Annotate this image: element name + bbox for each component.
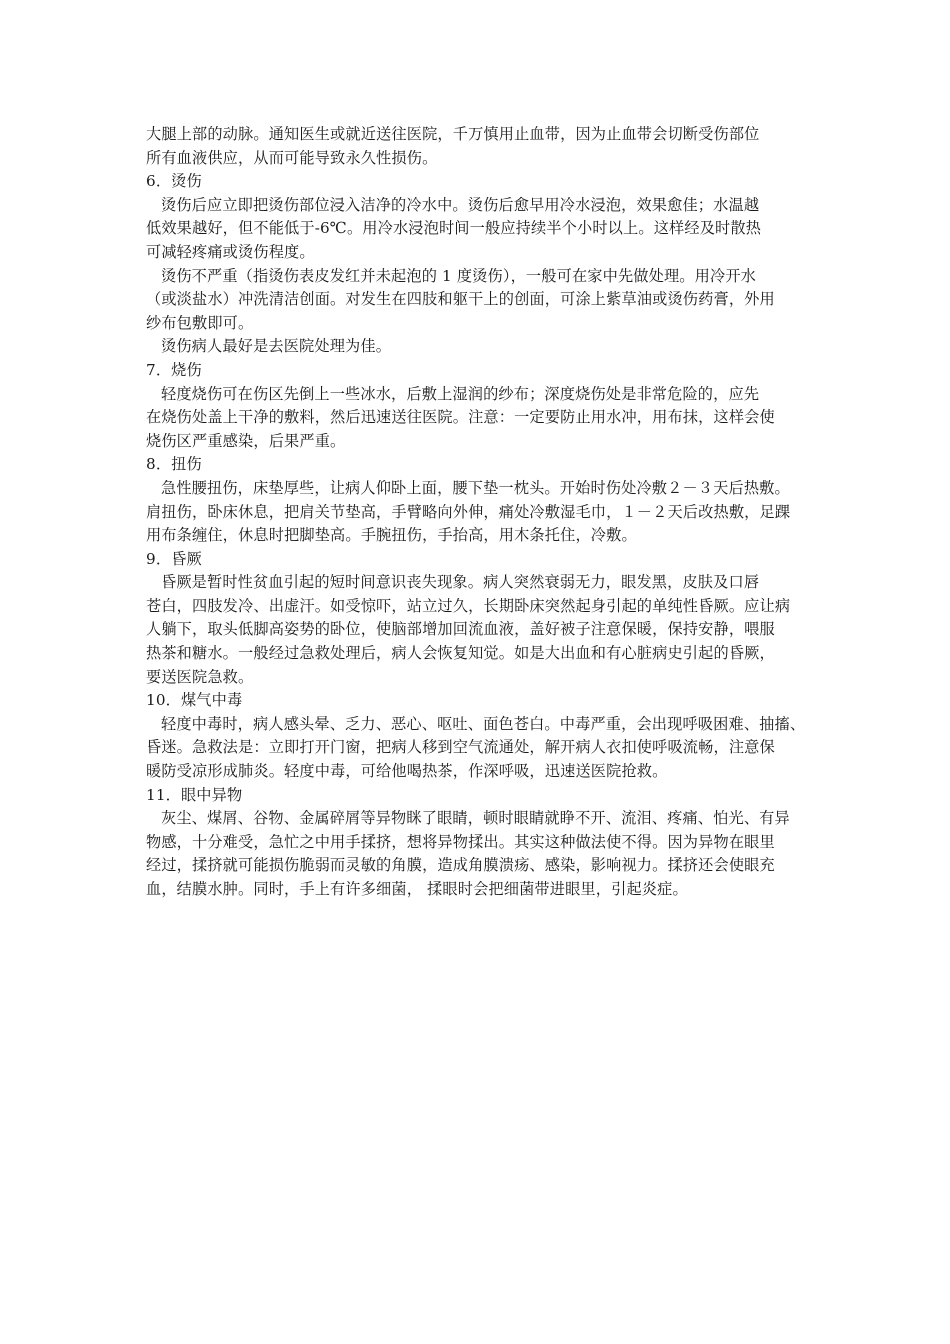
section-heading: 11．眼中异物 <box>146 785 243 804</box>
section-scald <box>146 170 810 359</box>
text-line: 肩扭伤，卧床休息，把肩关节垫高，手臂略向外伸，痛处冷敷湿毛巾，１－２天后改热敷，足踝 <box>146 502 791 521</box>
text-line: 烧伤区严重感染，后果严重。 <box>146 431 346 450</box>
text-line: 烫伤病人最好是去医院处理为佳。 <box>161 337 392 356</box>
text-line: 轻度烧伤可在伤区先倒上一些冰水，后敷上湿润的纱布；深度烧伤处是非常危险的，应先 <box>161 384 760 403</box>
text-line: 烫伤不严重（指烫伤表皮发红并未起泡的 1 度烫伤），一般可在家中先做处理。用冷开水 <box>161 266 756 285</box>
text-line: 要送医院急救。 <box>146 667 254 686</box>
text-line: 昏厥是暂时性贫血引起的短时间意识丧失现象。病人突然衰弱无力，眼发黑，皮肤及口唇 <box>161 573 760 592</box>
section-sprain <box>146 453 810 547</box>
text-line: 物感，十分难受，急忙之中用手揉挤，想将异物揉出。其实这种做法使不得。因为异物在眼里 <box>146 832 775 851</box>
text-line: 纱布包敷即可。 <box>146 313 254 332</box>
text-line: 苍白，四肢发冷、出虚汗。如受惊吓，站立过久，长期卧床突然起身引起的单纯性昏厥。应让病 <box>146 596 791 615</box>
section-heading: 7．烧伤 <box>146 360 202 379</box>
document-page <box>146 123 810 902</box>
section-heading: 10．煤气中毒 <box>146 691 243 710</box>
text-line: 热茶和糖水。一般经过急救处理后，病人会恢复知觉。如是大出血和有心脏病史引起的昏厥， <box>146 644 775 663</box>
text-line: 经过，揉挤就可能损伤脆弱而灵敏的角膜，造成角膜溃疡、感染，影响视力。揉挤还会使眼充 <box>146 856 775 875</box>
text-line: 烫伤后应立即把烫伤部位浸入洁净的冷水中。烫伤后愈早用冷水浸泡，效果愈佳；水温越 <box>161 195 760 214</box>
section-heading: 6．烫伤 <box>146 172 202 191</box>
text-line: 暖防受凉形成肺炎。轻度中毒，可给他喝热茶，作深呼吸，迅速送医院抢救。 <box>146 762 668 781</box>
text-line: （或淡盐水）冲洗清洁创面。对发生在四肢和躯干上的创面，可涂上紫草油或烫伤药膏，外用 <box>146 290 775 309</box>
section-fainting <box>146 548 810 690</box>
section-eye-foreign-body <box>146 784 810 902</box>
text-line: 昏迷。急救法是：立即打开门窗，把病人移到空气流通处，解开病人衣扣使呼吸流畅，注意保 <box>146 738 775 757</box>
text-line: 可减轻疼痛或烫伤程度。 <box>146 242 315 261</box>
text-line: 在烧伤处盖上干净的敷料，然后迅速送往医院。注意：一定要防止用水冲，用布抹，这样会使 <box>146 408 775 427</box>
text-line: 大腿上部的动脉。通知医生或就近送往医院，千万慎用止血带，因为止血带会切断受伤部位 <box>146 125 760 143</box>
text-line: 低效果越好，但不能低于-6℃。用冷水浸泡时间一般应持续半个小时以上。这样经及时散热 <box>146 219 762 238</box>
text-line: 灰尘、煤屑、谷物、金属碎屑等异物眯了眼睛，顿时眼睛就睁不开、流泪、疼痛、怕光、有异 <box>161 809 790 828</box>
text-line: 血，结膜水肿。同时，手上有许多细菌， 揉眼时会把细菌带进眼里，引起炎症。 <box>146 880 688 898</box>
text-line: 急性腰扭伤，床垫厚些，让病人仰卧上面，腰下垫一枕头。开始时伤处冷敷２－３天后热敷。 <box>161 478 790 497</box>
section-gas-poisoning <box>146 689 810 783</box>
section-heading: 9．昏厥 <box>146 549 202 568</box>
section-bleeding-continued <box>146 123 810 170</box>
text-line: 人躺下，取头低脚高姿势的卧位，使脑部增加回流血液，盖好被子注意保暖，保持安静，喂服 <box>146 620 775 639</box>
text-line: 所有血液供应，从而可能导致永久性损伤。 <box>146 148 438 167</box>
text-line: 轻度中毒时，病人感头晕、乏力、恶心、呕吐、面色苍白。中毒严重，会出现呼吸困难、抽搐、 <box>161 714 806 733</box>
section-heading: 8．扭伤 <box>146 455 202 474</box>
text-line: 用布条缠住，休息时把脚垫高。手腕扭伤，手抬高，用木条托住，冷敷。 <box>146 526 637 545</box>
section-burn <box>146 359 810 453</box>
